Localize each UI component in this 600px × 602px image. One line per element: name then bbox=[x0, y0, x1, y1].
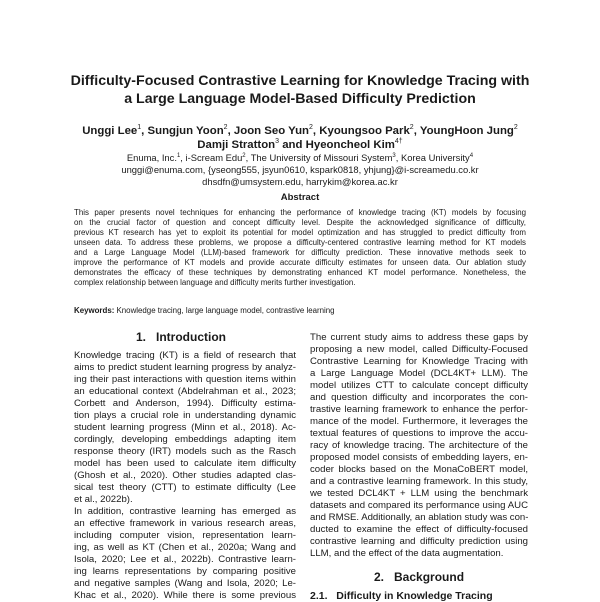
abstract-line: This paper presents novel techniques for enhancing the performance of knowledge tracing (KT) models by focusing bbox=[74, 208, 526, 217]
section-heading-background: 2. Background bbox=[374, 570, 465, 584]
right-column-line: we tested DCL4KT + LLM using the benchmark bbox=[310, 488, 528, 499]
paper-title-line-1: Difficulty-Focused Contrastive Learning for Knowledge Tracing with bbox=[70, 73, 530, 89]
intro-line: cordingly, developing embeddings adapting item bbox=[74, 434, 296, 445]
author-line-2: Damji Stratton$^3$ and Hyeoncheol Kim$^{4\dagger}$ bbox=[197, 138, 403, 151]
intro-line: ing, as well as KT (Chen et al., 2020a; Wang and bbox=[74, 542, 296, 553]
affiliations: Enuma, Inc.$^1$, i-Scream Edu$^2$, The University of Missouri System$^3$, Korea University$^4$ bbox=[126, 152, 474, 163]
intro-line: student learning progress (Minn et al., 2018). Ac- bbox=[74, 422, 296, 433]
intro-line: and negative samples (Wang and Isola, 2020; Le- bbox=[74, 578, 296, 589]
paper-title-line-2: a Large Language Model-Based Difficulty Prediction bbox=[124, 91, 476, 107]
author-name: Hyeoncheol Kim bbox=[305, 139, 395, 151]
author-line-1: Unggi Lee$^1$, Sungjun Yoon$^2$, Joon Seo Yun$^2$, Kyoungsoo Park$^2$, YoungHoon Jung$^2$ bbox=[82, 124, 518, 137]
author-name: Damji Stratton bbox=[197, 139, 276, 151]
intro-line: model has been used to calculate item difficulty bbox=[74, 458, 296, 469]
right-column-line: Contrastive Learning for Knowledge Tracing with bbox=[310, 356, 528, 367]
intro-line: an effective framework in various research areas, bbox=[74, 518, 296, 529]
intro-line: response theory (IRT) models such as the Rasch bbox=[74, 446, 296, 457]
section-heading-introduction: 1. Introduction bbox=[136, 330, 226, 344]
email-line-1: unggi@enuma.com, {yseong555, jsyun0610, kspark0818, yhjung}@i-screamedu.co.kr bbox=[121, 164, 479, 175]
intro-line: aims to predict student learning progress by analyz- bbox=[74, 362, 296, 373]
keywords: Keywords: Knowledge tracing, large language model, contrastive learning bbox=[74, 306, 335, 315]
intro-line: Khac et al., 2020). While there is some previous bbox=[74, 590, 296, 601]
intro-line: sical test theory (CTT) to estimate difficulty (Lee bbox=[74, 482, 296, 493]
right-column-line: and RMSE. Additionally, an ablation study was con- bbox=[310, 512, 529, 523]
author-name: Kyoungsoo Park bbox=[319, 125, 410, 137]
abstract-line: improve the performance of KT models and provide accurate difficulty estimates for unseen data. Our ablation study bbox=[74, 258, 526, 267]
right-column-line: The current study aims to address these gaps by bbox=[310, 332, 528, 343]
right-column-line: proposing a new model, called Difficulty-Focused bbox=[310, 344, 528, 355]
right-column-line: datasets and compared its performance using AUC bbox=[310, 500, 528, 511]
intro-line: tion plays a crucial role in understanding dynamic bbox=[74, 410, 296, 421]
right-column-line: trastive learning framework to enhance the perfor- bbox=[310, 404, 528, 415]
author-name: Unggi Lee bbox=[82, 125, 138, 137]
abstract-line: and a Large Language Model (LLM)-based framework for difficulty prediction. These innovative methods seek to bbox=[74, 248, 526, 257]
right-column-line: and a contrastive learning framework. In this study, bbox=[310, 476, 528, 487]
intro-line: ing learns representations by comparing positive bbox=[74, 566, 296, 577]
abstract-line: demonstrates the efficacy of these techniques by demonstrating enhanced KT model performance. Nonetheless, the bbox=[74, 268, 526, 277]
intro-line: (Ghosh et al., 2020). Other studies adapted clas- bbox=[74, 470, 296, 481]
subsection-heading-difficulty: 2.1. Difficulty in Knowledge Tracing bbox=[310, 590, 493, 602]
right-column-line: model utilizes CTT to calculate concept difficulty bbox=[310, 380, 528, 391]
right-column-line: LLM, and the effect of the data augmentation. bbox=[310, 548, 504, 559]
intro-line: including computer vision, representation learn- bbox=[74, 530, 296, 541]
author-name: Sungjun Yoon bbox=[147, 125, 224, 137]
intro-line: ing their past interactions with question items within bbox=[74, 374, 296, 385]
right-column-line: and question difficulty and incorporates the con- bbox=[310, 392, 528, 403]
right-column-line: mance of the model. Furthermore, it leverages the bbox=[310, 416, 528, 427]
intro-line: Knowledge tracing (KT) is a field of research that bbox=[74, 350, 296, 361]
intro-line: Isola, 2020; Lee et al., 2022b). Contrastive learn- bbox=[74, 554, 296, 565]
author-name: YoungHoon Jung bbox=[419, 125, 514, 137]
right-column-line: textual features of questions to improve the accu- bbox=[310, 428, 528, 439]
intro-line: an educational context (Abdelrahman et al., 2023; bbox=[74, 386, 296, 397]
intro-line: In addition, contrastive learning has emerged as bbox=[74, 506, 296, 517]
abstract-line: on the crucial factor of question and concept difficulty level. Despite the acknowledged significance of difficulty, bbox=[74, 218, 526, 227]
right-column-line: coder blocks based on the MonaCoBERT model, bbox=[310, 464, 528, 475]
right-column-line: contrastive learning and difficulty prediction using bbox=[310, 536, 528, 547]
intro-line: et al., 2022b). bbox=[74, 494, 133, 505]
abstract-line: unseen data. To address these problems, we propose a difficulty-centered contrastive learning method for KT models bbox=[74, 238, 526, 247]
abstract-line: complex relationship between language and difficulty merits further investigation. bbox=[74, 278, 356, 287]
right-column-line: ducted to examine the effect of difficulty-focused bbox=[310, 524, 528, 535]
intro-line: Corbett and Anderson, 1994). Difficulty estima- bbox=[74, 398, 296, 409]
email-line-2: dhsdfn@umsystem.edu, harrykim@korea.ac.kr bbox=[202, 176, 398, 187]
right-column-line: proposed model consists of embedding layers, en- bbox=[310, 452, 528, 463]
abstract-line: previous KT research has yet to exploit its potential for model optimization and has struggled to predict difficulty from bbox=[74, 228, 526, 237]
abstract-heading: Abstract bbox=[280, 192, 320, 203]
right-column-line: racy of knowledge tracing. The architecture of the bbox=[310, 440, 528, 451]
right-column-line: a Large Language Model (DCL4KT+ LLM). The bbox=[310, 368, 528, 379]
author-name: Joon Seo Yun bbox=[233, 125, 310, 137]
